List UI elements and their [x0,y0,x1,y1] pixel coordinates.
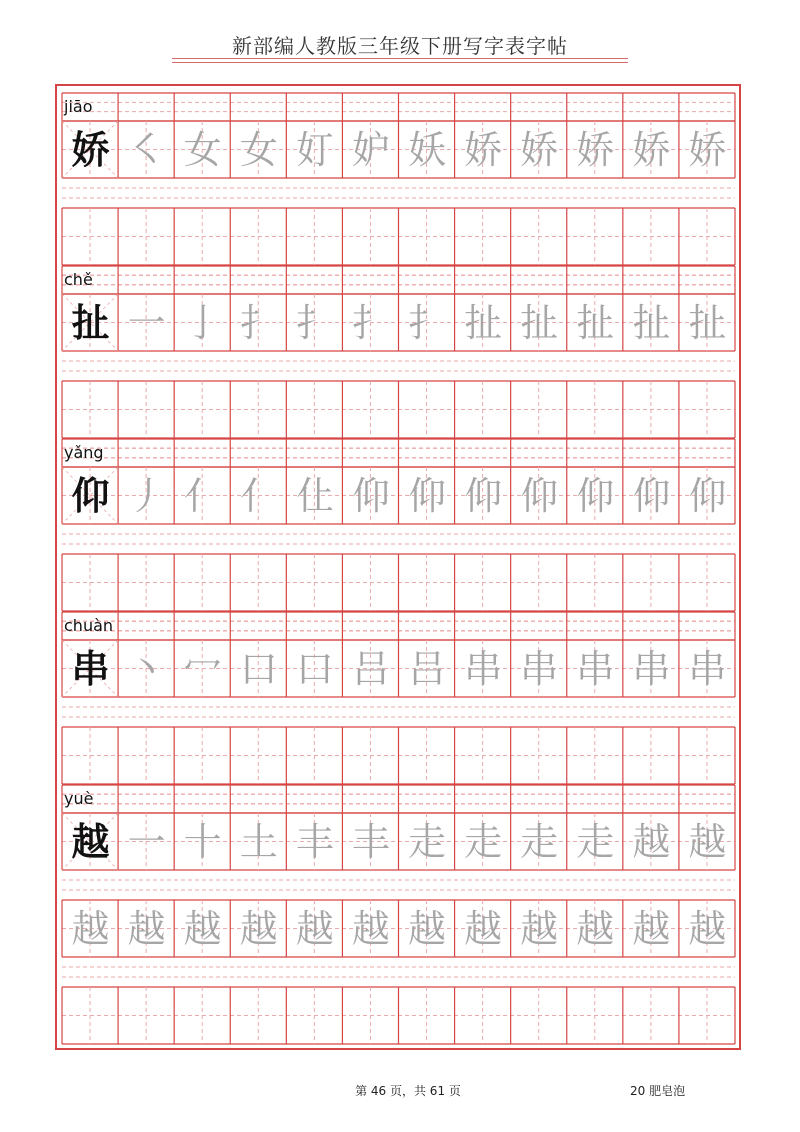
practice-trace-cell: 越 [632,906,671,951]
stroke-order-cell: 亻 [239,473,278,518]
stroke-order-cell: 土 [239,819,278,864]
pinyin-label: chuàn [64,616,114,635]
practice-trace-cell: 越 [71,906,110,951]
page-title: 新部编人教版三年级下册写字表字帖 [232,34,568,58]
stroke-order-cell: 串 [632,646,671,691]
stroke-order-cell: 仰 [688,473,727,518]
stroke-order-cell: 仰 [407,473,446,518]
stroke-order-cell: 口 [239,646,278,691]
stroke-order-cell: 奵 [295,127,334,172]
practice-trace-cell: 越 [239,906,278,951]
stroke-order-cell: 仰 [520,473,559,518]
stroke-order-cell: 仰 [464,473,503,518]
practice-trace-cell: 越 [351,906,390,951]
stroke-order-cell: 丰 [351,819,390,864]
stroke-order-cell: 娇 [576,127,615,172]
practice-trace-cell: 越 [295,906,334,951]
stroke-order-cell: 娇 [464,127,503,172]
stroke-order-cell: 女 [183,127,222,172]
stroke-order-cell: 一 [127,819,166,864]
stroke-order-cell: 扯 [632,300,671,345]
stroke-order-cell: 走 [464,819,503,864]
stroke-order-cell: 越 [632,819,671,864]
model-character: 仰 [71,473,110,518]
model-character: 扯 [71,300,110,345]
practice-trace-cell: 越 [127,906,166,951]
stroke-order-cell: 吕 [351,646,390,691]
stroke-order-cell: 越 [688,819,727,864]
stroke-order-cell: 串 [576,646,615,691]
stroke-order-cell: 妒 [351,127,390,172]
stroke-order-cell: 一 [127,300,166,345]
stroke-order-cell: 仰 [632,473,671,518]
practice-trace-cell: 越 [407,906,446,951]
stroke-order-cell: 丶 [127,646,166,691]
stroke-order-cell: 扌 [295,300,334,345]
stroke-order-cell: 串 [464,646,503,691]
stroke-order-cell: 仰 [576,473,615,518]
stroke-order-cell: 扯 [576,300,615,345]
model-character: 串 [71,646,110,691]
stroke-order-cell: 亅 [183,300,222,345]
practice-trace-cell: 越 [520,906,559,951]
stroke-order-cell: 十 [183,819,222,864]
stroke-order-cell: 吕 [407,646,446,691]
pinyin-label: yuè [64,789,94,808]
stroke-order-cell: 扌 [407,300,446,345]
stroke-order-cell: 串 [688,646,727,691]
stroke-order-cell: ㇛ [127,127,166,172]
stroke-order-cell: 口 [295,646,334,691]
stroke-order-cell: 走 [407,819,446,864]
pinyin-label: chě [64,270,93,289]
practice-trace-cell: 越 [183,906,222,951]
stroke-order-cell: 女 [239,127,278,172]
pinyin-label: yǎng [64,443,104,462]
stroke-order-cell: 扯 [520,300,559,345]
stroke-order-cell: 丿 [127,473,166,518]
stroke-order-cell: 扯 [464,300,503,345]
stroke-order-cell: 扯 [688,300,727,345]
stroke-order-cell: 丰 [295,819,334,864]
stroke-order-cell: 扌 [351,300,390,345]
stroke-order-cell: 娇 [632,127,671,172]
stroke-order-cell: 妖 [407,127,446,172]
practice-trace-cell: 越 [464,906,503,951]
stroke-order-cell: 扌 [239,300,278,345]
stroke-order-cell: 仰 [351,473,390,518]
stroke-order-cell: 娇 [520,127,559,172]
practice-trace-cell: 越 [688,906,727,951]
stroke-order-cell: 冖 [183,646,222,691]
stroke-order-cell: 走 [576,819,615,864]
stroke-order-cell: 亻 [183,473,222,518]
footer-brand: 20 肥皂泡 [630,1084,686,1098]
model-character: 娇 [71,127,110,172]
model-character: 越 [71,819,110,864]
stroke-order-cell: 仩 [295,473,334,518]
practice-trace-cell: 越 [576,906,615,951]
stroke-order-cell: 串 [520,646,559,691]
page-number: 第 46 页，共 61 页 [355,1084,461,1098]
stroke-order-cell: 娇 [688,127,727,172]
stroke-order-cell: 走 [520,819,559,864]
pinyin-label: jiāo [64,97,93,116]
